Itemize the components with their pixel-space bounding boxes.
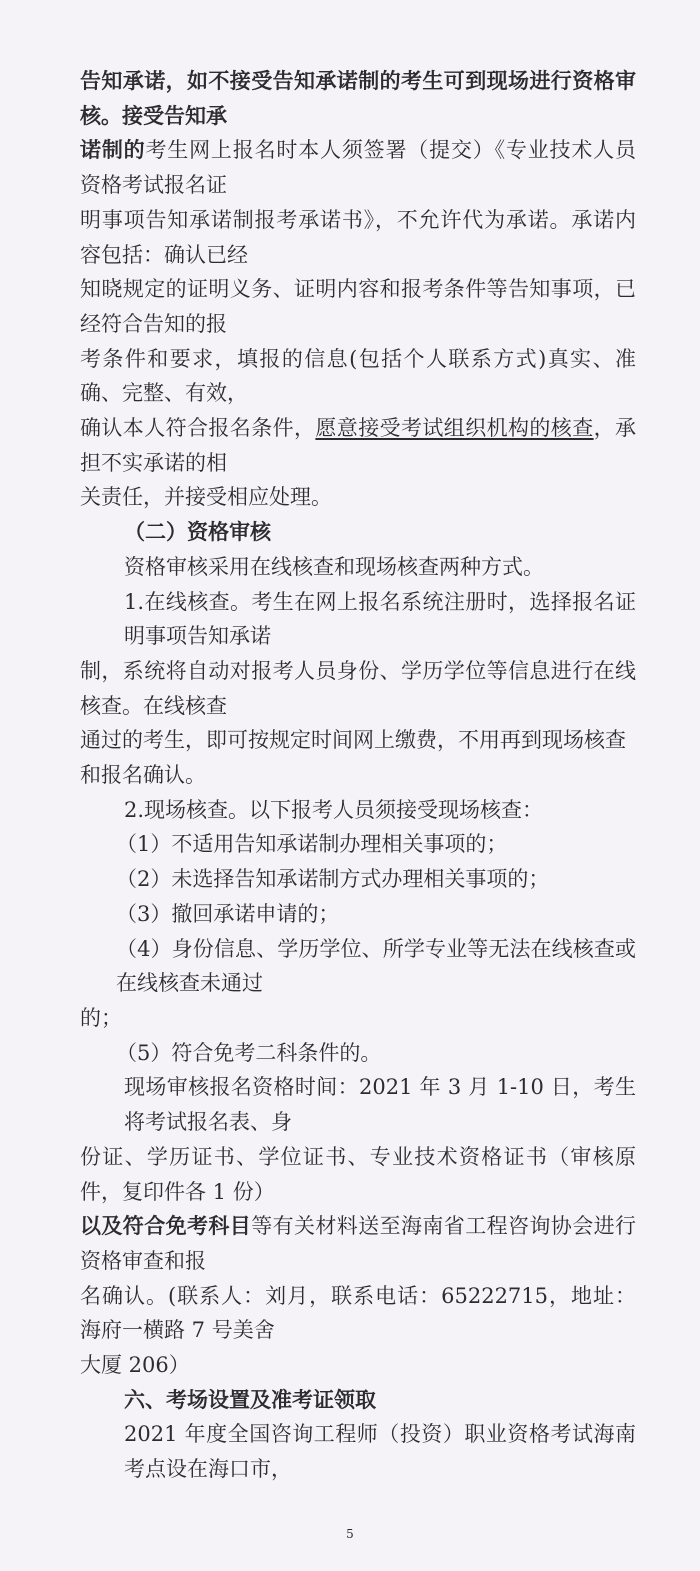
bold-text: （二）资格审核 (124, 519, 271, 545)
text-segment: 考生网上报名时本人须签署（提交）《专业技术人员资格考试报名证 (80, 138, 637, 198)
text-line (80, 1070, 636, 1139)
text-segment: 名确认。(联系人：刘月，联系电话：65222715，地址：海府一横路 7 号美舍 (80, 1283, 636, 1343)
text-line (80, 1383, 636, 1418)
text-line (80, 411, 636, 480)
text-segment: 大厦 206） (80, 1353, 190, 1378)
text-segment: 资格审核采用在线核查和现场核查两种方式。 (124, 554, 544, 579)
text-line (80, 515, 636, 550)
bold-text: 诺制的 (80, 137, 146, 163)
text-line (80, 723, 636, 792)
text-segment: ，承担不实承诺的相 (80, 416, 637, 475)
text-segment: 的； (80, 1005, 122, 1030)
document-body (80, 0, 636, 1487)
text-line (80, 827, 636, 862)
text-segment: 2021 年度全国咨询工程师（投资）职业资格考试海南考点设在海口市， (124, 1422, 636, 1482)
text-line (80, 272, 636, 341)
text-segment: 2.现场核查。以下报考人员须接受现场核查： (124, 797, 544, 822)
bold-text: 以及符合免考科目 (80, 1213, 252, 1239)
text-segment: 考条件和要求，填报的信息(包括个人联系方式)真实、准确、完整、有效， (80, 346, 636, 406)
text-line (80, 932, 636, 1001)
text-segment: 等有关材料送至海南省工程咨询协会进行资格审查和报 (80, 1214, 637, 1273)
text-line (80, 1036, 636, 1071)
text-line (80, 1001, 636, 1036)
bold-text: 六、考场设置及准考证领取 (124, 1386, 376, 1412)
text-segment: （3）撤回承诺申请的； (116, 901, 340, 926)
text-line (80, 1348, 636, 1383)
underlined-text: 愿意接受考试组织机构的核查 (315, 416, 594, 441)
text-line (80, 1140, 636, 1209)
text-line (80, 793, 636, 828)
text-line (80, 1279, 636, 1348)
text-line (80, 133, 636, 202)
text-line (80, 862, 636, 897)
text-line (80, 203, 636, 272)
text-segment: （4）身份信息、学历学位、所学专业等无法在线核查或在线核查未通过 (116, 936, 636, 996)
text-line (80, 1209, 636, 1278)
text-segment: 知晓规定的证明义务、证明内容和报考条件等告知事项，已经符合告知的报 (80, 277, 636, 336)
text-segment: 现场审核报名资格时间：2021 年 3 月 1-10 日，考生将考试报名表、身 (124, 1075, 636, 1135)
text-line (80, 897, 636, 932)
text-segment: 关责任，并接受相应处理。 (80, 485, 332, 510)
text-segment: （2）未选择告知承诺制方式办理相关事项的； (116, 867, 550, 892)
text-line (80, 1417, 636, 1486)
text-segment: 明事项告知承诺制报考承诺书》，不允许代为承诺。承诺内容包括：确认已经 (80, 207, 636, 267)
text-line (80, 64, 636, 133)
text-segment: 1.在线核查。考生在网上报名系统注册时，选择报名证明事项告知承诺 (124, 589, 636, 649)
text-segment: 确认本人符合报名条件， (80, 416, 316, 441)
text-line (80, 342, 636, 411)
text-line (80, 480, 636, 515)
page-number: 5 (346, 1526, 354, 1541)
text-segment: 通过的考生，即可按规定时间网上缴费，不用再到现场核查和报名确认。 (80, 728, 626, 788)
text-segment: （5）符合免考二科条件的。 (116, 1040, 382, 1065)
text-line (80, 585, 636, 654)
text-segment: 制，系统将自动对报考人员身份、学历学位等信息进行在线核查。在线核查 (80, 658, 636, 718)
text-line (80, 654, 636, 723)
text-segment: （1）不适用告知承诺制办理相关事项的； (116, 832, 508, 857)
bold-text: 告知承诺，如不接受告知承诺制的考生可到现场进行资格审核。接受告知承 (80, 68, 636, 128)
text-segment: 份证、学历证书、学位证书、专业技术资格证书（审核原件，复印件各 1 份） (80, 1144, 636, 1204)
text-line (80, 550, 636, 585)
